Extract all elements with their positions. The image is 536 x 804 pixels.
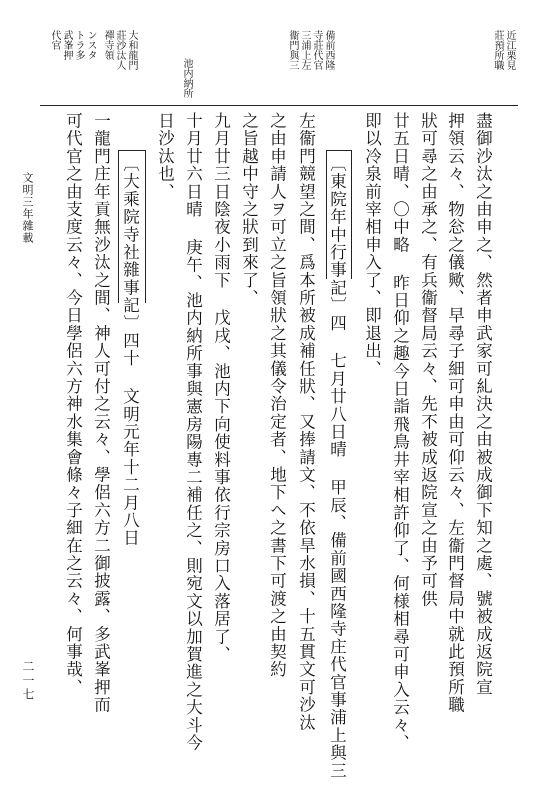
head-note: 近江栗見 莊預所職 — [492, 30, 515, 70]
text-column: 一龍門庄年貢無沙汰之間、神人可付之云々、學侶六方二御披露、多武峯押而 — [91, 112, 111, 714]
text-column: 〔大乘院寺社雜事記〕四十 文明元年十二月八日 — [120, 155, 140, 547]
head-note: ンスタ トラ多 武峯押 代官 — [49, 30, 96, 60]
head-note: 池内納所 — [181, 58, 192, 98]
text-column: 九月廿三日陰夜小雨下 戊戌、池内下向使料事依行宗房口入落居了、 — [211, 112, 231, 664]
text-column: 〔東院年中行事記〕四 七月廿八日晴 甲辰、備前國西隆寺庄代官事浦上與三 — [327, 155, 347, 780]
text-column: 即以冷泉前宰相申入了、即退出、 — [362, 112, 382, 378]
text-column: 左衞門競望之間、爲本所被成補任狀、又捧請文、不依旱水損、十五貫文可沙汰 — [296, 112, 316, 732]
text-column: 押領云々、物忩之儀歟、早尋子細可申由可仰云々、左衞門督局中就此預所職 — [445, 112, 465, 714]
text-column: 盡御沙汰之由申之、然者申武家可糺決之由被成御下知之處、號被成返院宣 — [473, 112, 493, 697]
text-column: 十月廿六日晴 庚午、池内納所事與憲房陽專二補任之、則宛文以加賀進之大斗今 — [183, 112, 203, 752]
page-number: 二一七 — [21, 660, 35, 702]
text-column: 狀可尋之由承之、有兵衞督局云々、先不被成返院宣之由予可供 — [418, 112, 438, 608]
head-note: 備前西隆 寺莊代官 三浦上左 衞門與三 — [287, 30, 334, 70]
text-column: 日沙汰也、 — [155, 112, 175, 201]
text-column: 可代官之由支度云々、今日學侶六方神水集會條々子細在之云々、何事哉、 — [63, 112, 83, 697]
text-column: 之由申請人ヲ可立之旨領狀之其儀令治定者、地下へ之書下可渡之由契約 — [267, 112, 287, 679]
header-rule — [40, 105, 518, 106]
text-column: 廿五日晴、〇中略 昨日仰之趣今日詣飛鳥井宰相許仰了、何様相尋可申入云々、 — [390, 112, 410, 752]
running-title: 文明三年雜載 — [21, 172, 34, 244]
head-note: 大和龍門 莊沙汰人 禪寺領 — [102, 30, 137, 70]
text-column: 之旨越中守之狀到來了、 — [239, 112, 259, 307]
